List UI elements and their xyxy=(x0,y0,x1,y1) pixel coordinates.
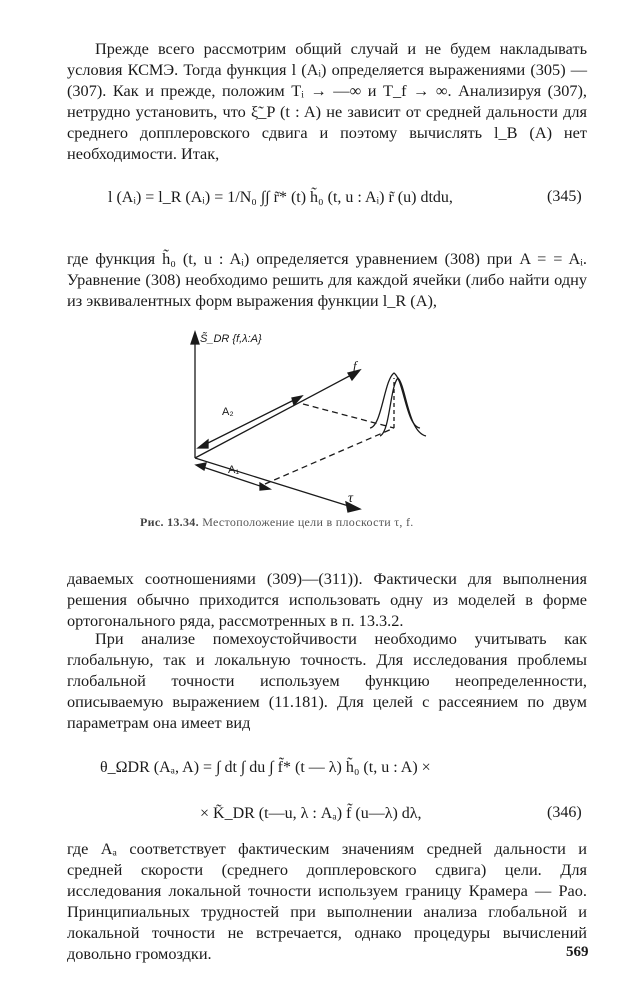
figure-caption-prefix: Рис. 13.34. xyxy=(140,515,199,529)
paragraph-after-figure-text: даваемых соотношениями (309)—(311)). Фактически для выполнения решения обычно приходится использовать одну из моделей в форме ортогонального ряда, рассмотренных в п. 13.3.2. xyxy=(67,569,587,630)
figure-caption-text: Местоположение цели в плоскости τ, f. xyxy=(202,515,414,529)
a1-label: A₁ xyxy=(228,464,240,476)
paragraph-after-345-text: где функция h̃₀ (t, u : Aᵢ) определяется уравнением (308) при A = = Aᵢ. Уравнение (308) необходимо решить для каждой ячейки (либо найти одну из эквивалентных форм выражения функции l_R (A), xyxy=(67,249,587,310)
tau-axis-label: τ xyxy=(348,491,354,506)
equation-346-label: (346) xyxy=(547,804,582,821)
equation-345-text: l (Aᵢ) = l_R (Aᵢ) = 1/N₀ ∫∫ r̃* (t) h̃₀ (t, u : Aᵢ) r̃ (u) dtdu, xyxy=(108,189,453,206)
paragraph-accuracy-text: При анализе помехоустойчивости необходимо учитывать как глобальную, так и локальную точность. Для исследования проблемы глобальной точности используем функцию неопределенности, описываемую выражением (11.181). Для целей с рассеянием по двум параметрам она имеет вид xyxy=(67,629,587,732)
a2-dimension-line xyxy=(202,398,298,446)
projection-line-a1 xyxy=(265,428,394,484)
equation-346-line2 xyxy=(200,804,422,824)
a2-arrow-start xyxy=(198,440,208,448)
equation-346-line1 xyxy=(100,758,431,778)
page-number: 569 xyxy=(566,944,589,960)
a1-arrow-start xyxy=(196,463,206,470)
a2-label: A₂ xyxy=(222,406,234,418)
y-axis-arrow xyxy=(191,332,199,344)
tau-axis xyxy=(195,458,355,508)
paragraph-final xyxy=(67,838,587,964)
paragraph-intro-text: Прежде всего рассмотрим общий случай и не будем накладывать условия КСМЭ. Тогда функция l (Aᵢ) определяется выражениями (305) — (307). Как и прежде, положим Tᵢ → —∞ и T_f → ∞. Анализируя (307), нетрудно установить, что ξ̃_P (t : A) не зависит от средней дальности для среднего допплеровского сдвига и поэтому вычислять l_B (A) нет необходимости. Итак, xyxy=(67,39,587,163)
paragraph-after-figure xyxy=(67,568,587,631)
equation-346-line1-text: θ_ΩDR (Aₐ, A) = ∫ dt ∫ du ∫ f̃* (t — λ) h̃₀ (t, u : A) × xyxy=(100,759,431,776)
y-axis-label: S̃_DR {f,λ:A} xyxy=(200,333,262,345)
f-axis-label: f xyxy=(353,358,357,373)
paragraph-intro xyxy=(67,38,587,164)
projection-line-a2 xyxy=(303,404,394,428)
target-location-figure xyxy=(170,318,470,518)
equation-346-line2-text: × K̃_DR (t—u, λ : Aₐ) f̃ (u—λ) dλ, xyxy=(200,805,422,822)
equation-345-label: (345) xyxy=(547,188,582,205)
paragraph-final-text: где Aₐ соответствует фактическим значениям средней дальности и средней скорости (среднего допплеровского сдвига) цели. Для исследования локальной точности используем границу Крамера — Рао. Принципиальных трудностей при выполнении анализа глобальной и локальной точности не встречается, однако процедуры вычислений довольно громоздки. xyxy=(67,839,587,963)
paragraph-after-345 xyxy=(67,248,587,311)
equation-345 xyxy=(108,188,453,208)
f-axis xyxy=(195,373,355,458)
paragraph-accuracy xyxy=(67,628,587,733)
a1-arrow-end xyxy=(260,483,270,490)
figure-caption xyxy=(140,515,560,530)
